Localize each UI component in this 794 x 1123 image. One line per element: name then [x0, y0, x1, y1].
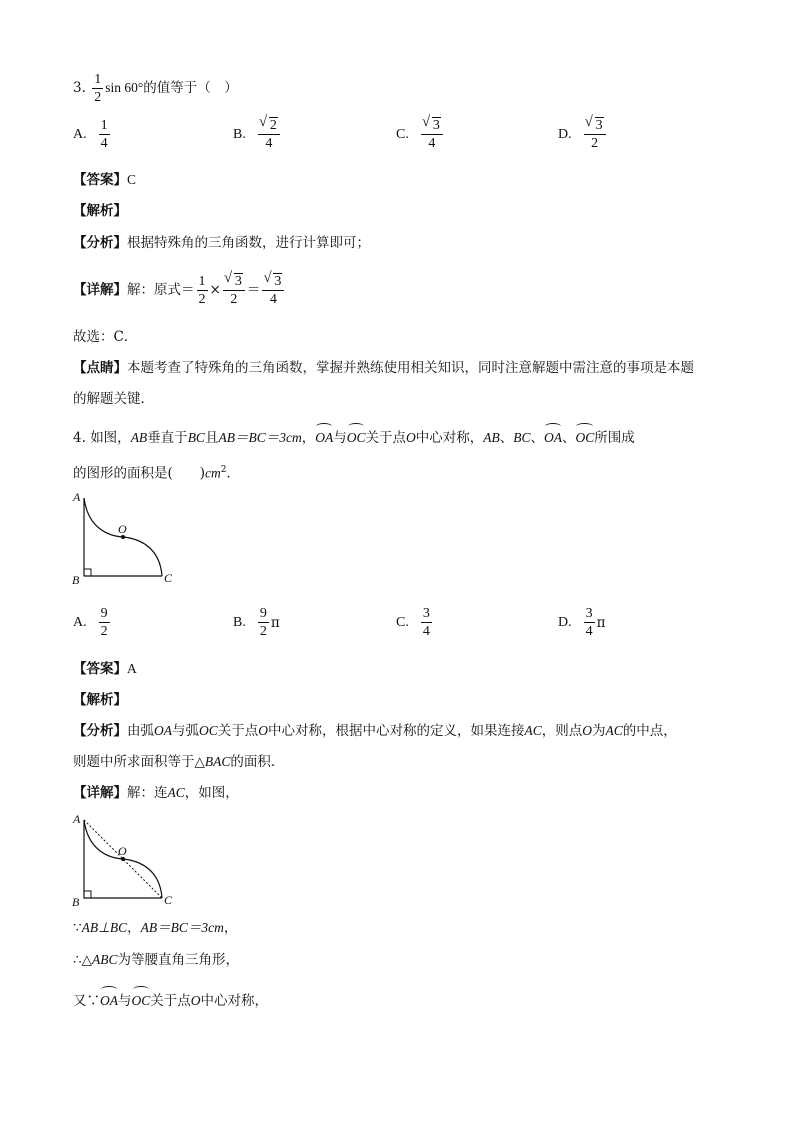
- q3-dianjing: 【点睛】本题考查了特殊角的三角函数，掌握并熟练使用相关知识，同时注意解题中需注意的事项是本题: [73, 360, 694, 376]
- q3-number: 3.: [73, 80, 86, 96]
- q3-option-d: D. √ $\frac{3}{2}$: [558, 118, 608, 151]
- q3-stem-fraction: $\frac{1}{2}$: [94, 72, 102, 105]
- svg-text:O: O: [118, 522, 127, 536]
- q4-step2: ∴△ABC为等腰直角三角形，: [73, 952, 239, 968]
- svg-text:A: A: [73, 490, 81, 504]
- q3-stem: [73, 72, 238, 105]
- q3-sin-expr: sin 60°: [105, 80, 144, 95]
- svg-text:O: O: [118, 844, 127, 858]
- q4-option-a: A. $\frac{9}{2}$: [73, 606, 108, 639]
- svg-text:B: B: [72, 895, 80, 909]
- svg-text:C: C: [164, 893, 173, 907]
- q4-option-b: B. $\frac{9}{2}$ π: [233, 606, 280, 639]
- q3-choose: 故选：C．: [73, 329, 138, 345]
- q4-stem-line2: 的图形的面积是( )$cm^2$．: [73, 465, 241, 482]
- q4-solution-figure: [68, 810, 188, 910]
- q4-option-c: C. $\frac{3}{4}$: [396, 606, 430, 639]
- arc-oa: OA: [315, 426, 333, 448]
- arc-oc: OC: [347, 426, 366, 448]
- q3-answer: 【答案】C: [73, 172, 137, 188]
- q4-step3: 又∵OA与OC关于点O中心对称，: [73, 989, 268, 1011]
- q3-analysis-tag: 【解析】: [73, 203, 127, 219]
- q3-dianjing-cont: 的解题关键．: [73, 391, 154, 407]
- q4-step1: ∵AB⊥BC，AB＝BC＝3cm，: [73, 920, 238, 936]
- q4-xiangjie: 【详解】解：连AC，如图，: [73, 785, 239, 801]
- q4-fenxi-line1: 【分析】由弧OA与弧OC关于点O中心对称，根据中心对称的定义，如果连接AC，则点O为AC的中点，: [73, 723, 677, 739]
- svg-text:B: B: [72, 573, 80, 587]
- q4-stem-line1: 4. 如图，AB垂直于BC且AB＝BC＝3cm，OA与OC关于点O中心对称，AB、BC、OA、OC所围成: [73, 426, 635, 448]
- svg-text:C: C: [164, 571, 173, 585]
- q3-fenxi: 【分析】根据特殊角的三角函数，进行计算即可；: [73, 235, 370, 251]
- q3-xiangjie: 【详解】解：原式＝ $\frac{1}{2}$ × √ $\frac{3}{2}$ ＝ √ $\frac{3}{4}$: [73, 274, 286, 307]
- q3-stem-tail: 的值等于（ ）: [143, 80, 238, 96]
- q4-fenxi-line2: 则题中所求面积等于△BAC的面积．: [73, 754, 285, 770]
- q3-option-b: B. √ $\frac{2}{4}$: [233, 118, 282, 151]
- q3-option-a: A. $\frac{1}{4}$: [73, 118, 108, 151]
- q4-figure: [68, 488, 188, 588]
- q4-analysis-tag: 【解析】: [73, 692, 127, 708]
- q3-option-c: C. √ $\frac{3}{4}$: [396, 118, 445, 151]
- svg-text:A: A: [73, 812, 81, 826]
- q4-option-d: D. $\frac{3}{4}$ π: [558, 606, 606, 639]
- q4-answer: 【答案】A: [73, 661, 137, 677]
